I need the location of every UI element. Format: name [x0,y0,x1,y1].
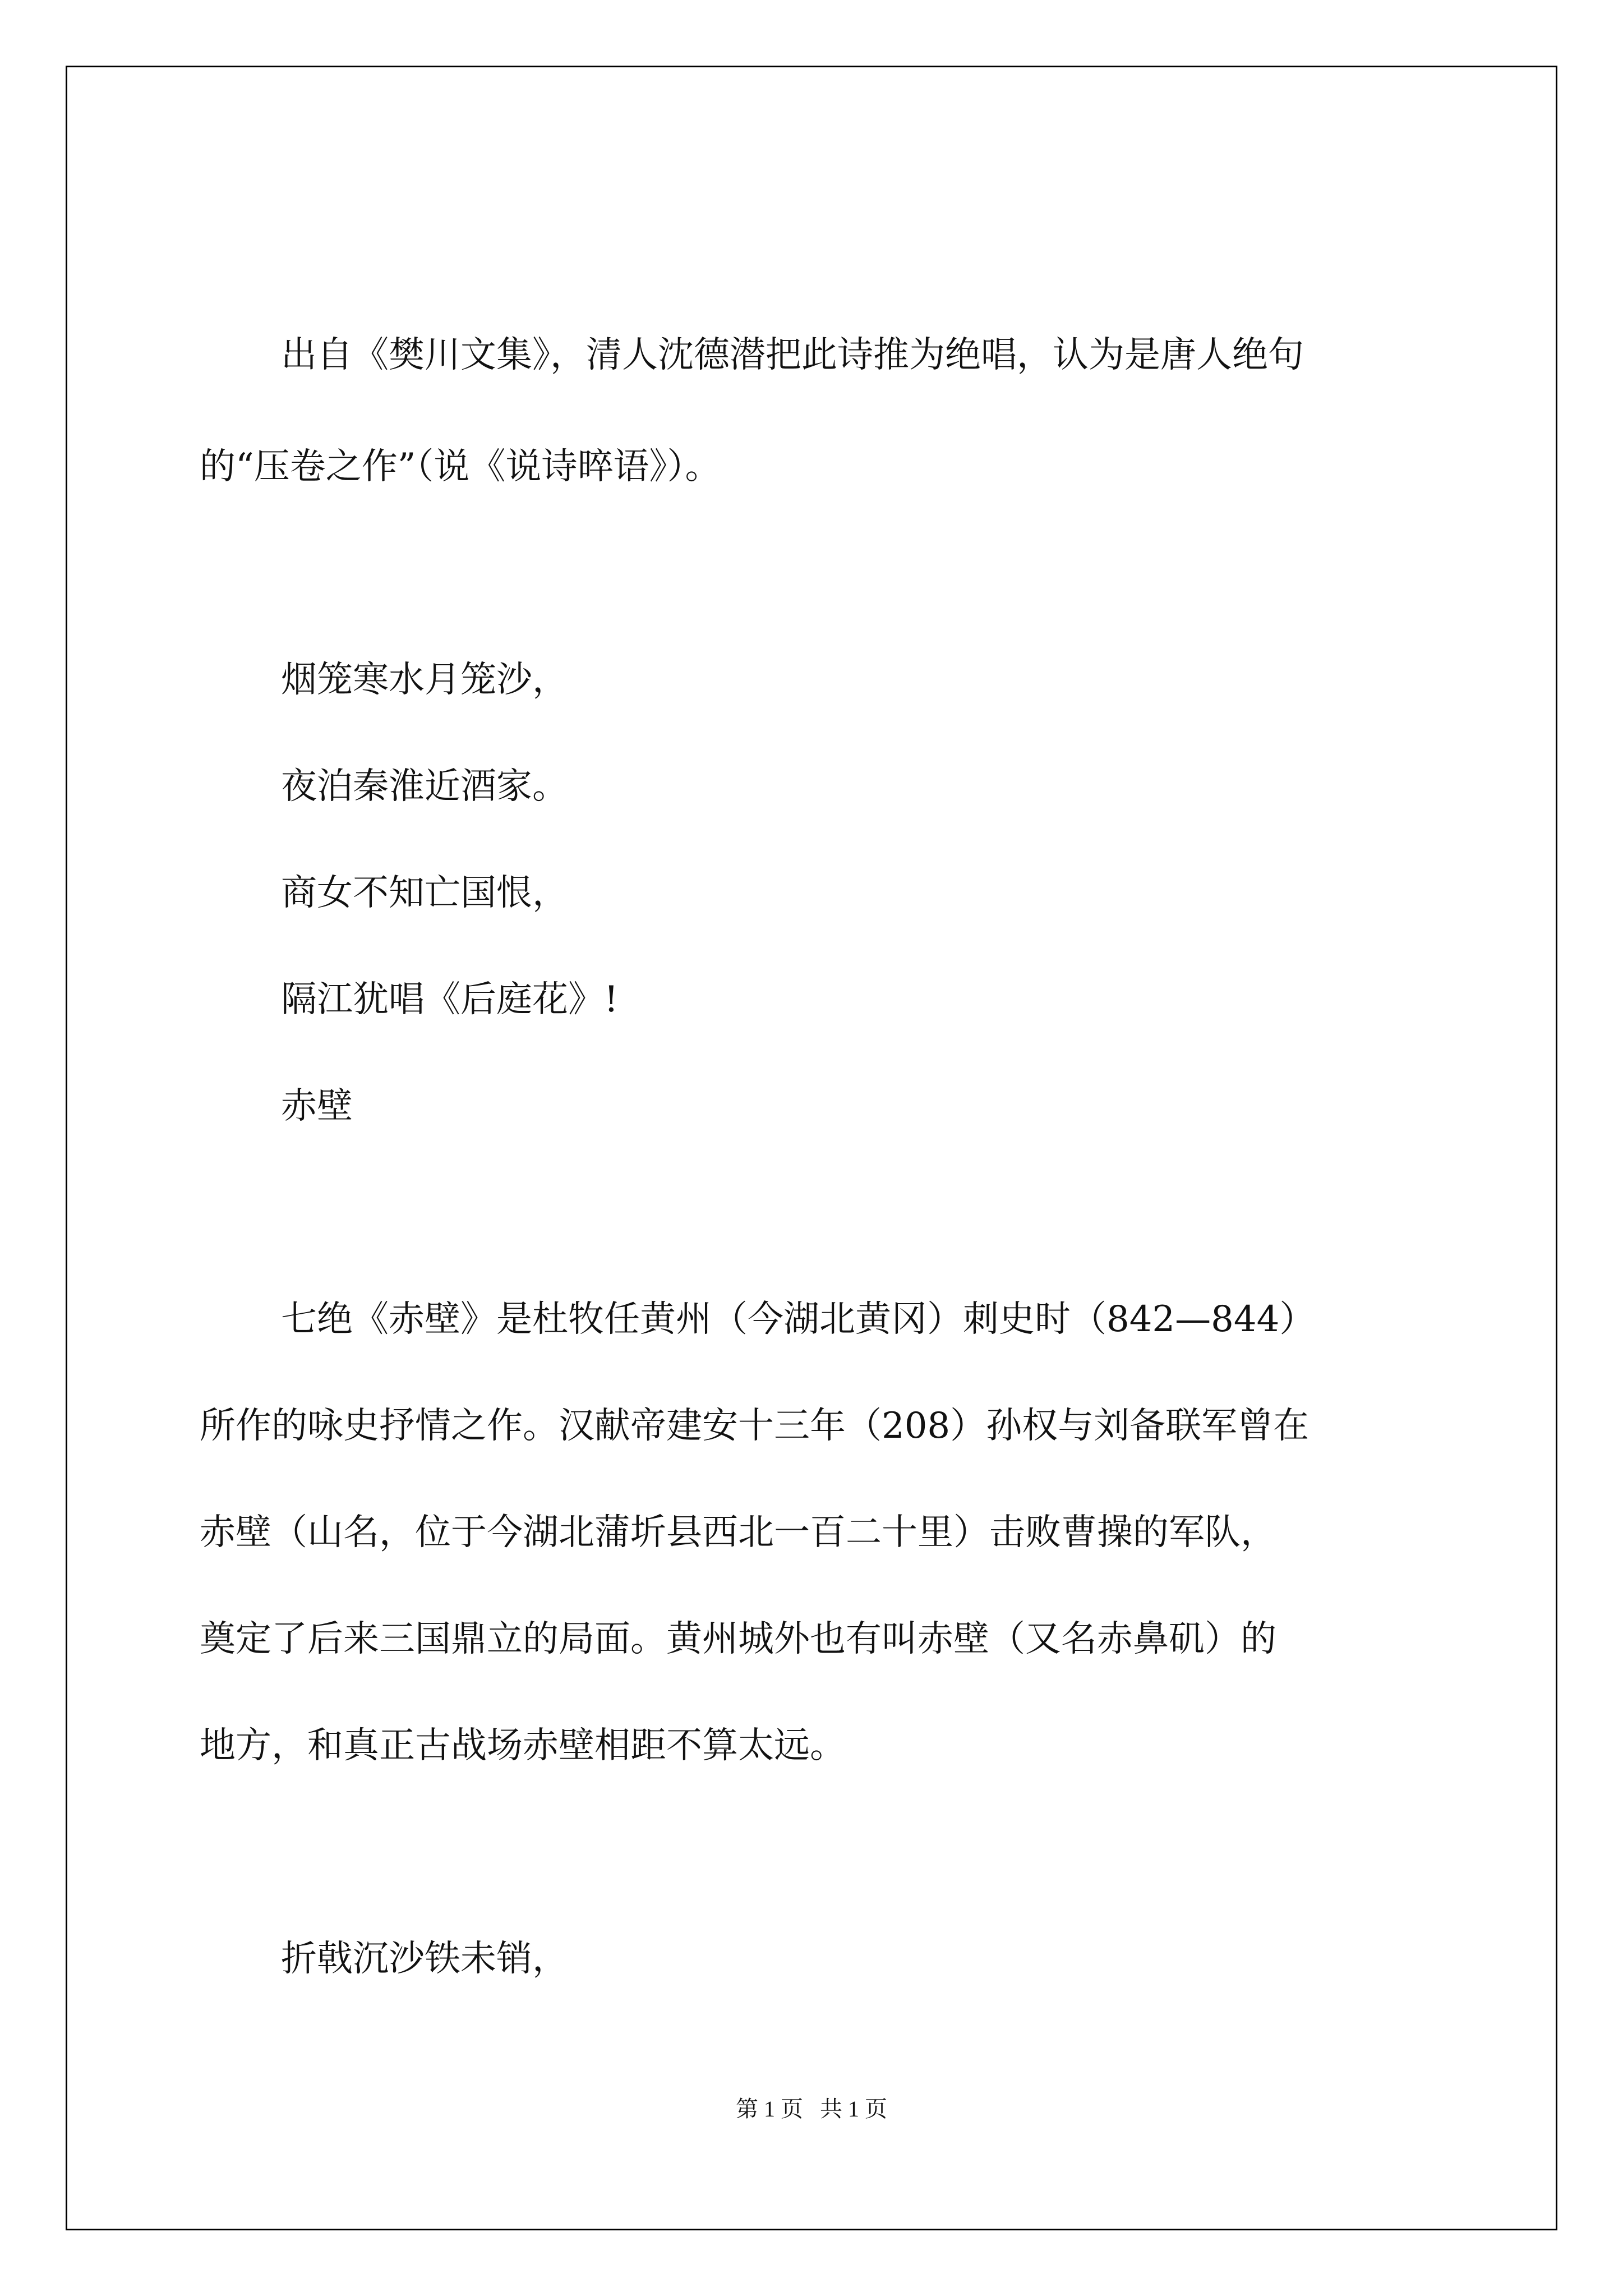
poem-line: 夜泊秦淮近酒家。 [281,766,568,807]
paragraph-line: 赤壁（山名，位于今湖北蒲圻县西北一百二十里）击败曹操的军队， [200,1512,1276,1553]
paragraph-line: 地方，和真正古战场赤壁相距不算太远。 [200,1725,846,1766]
paragraph-line: 所作的咏史抒情之作。汉献帝建安十三年（208）孙权与刘备联军曾在 [200,1405,1310,1447]
paragraph-line: 奠定了后来三国鼎立的局面。黄州城外也有叫赤壁（又名赤鼻矶）的 [200,1618,1276,1660]
paragraph-line: 七绝《赤壁》是杜牧任黄州（今湖北黄冈）刺史时（842—844） [281,1299,1316,1340]
poem-line: 烟笼寒水月笼沙， [281,659,568,701]
page-border [66,66,1557,2230]
page-footer: 第 1 页 共 1 页 [736,2096,887,2122]
section-heading: 赤壁 [281,1085,353,1127]
paragraph-line: 出自《樊川文集》，清人沈德潜把此诗推为绝唱，认为是唐人绝句 [281,334,1304,376]
poem-line: 隔江犹唱《后庭花》! [281,979,619,1020]
poem-line: 商女不知亡国恨， [281,872,568,914]
paragraph-line: 的“压卷之作”（说《说诗晬语》）。 [200,446,721,487]
poem-line: 折戟沉沙铁未销， [281,1938,568,1980]
